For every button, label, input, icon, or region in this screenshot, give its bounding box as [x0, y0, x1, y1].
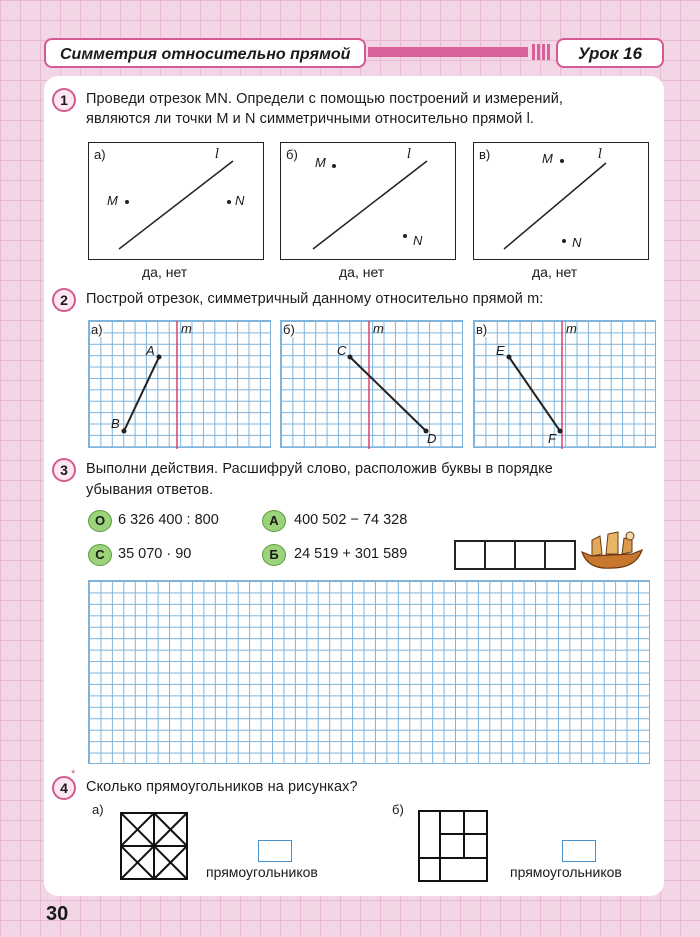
task-3-number: 3 — [52, 458, 76, 482]
letter-badge-s: С — [88, 544, 112, 566]
point-n-label: N — [235, 193, 245, 208]
frame-tag: в) — [479, 147, 491, 162]
point-a-label: A — [146, 343, 155, 358]
header-decoration-stripes — [532, 44, 552, 60]
task-1-text-line2: являются ли точки M и N симметричными относительно прямой l. — [86, 111, 535, 127]
task-4-tag-a: а) — [92, 802, 104, 817]
answer-box-a[interactable] — [258, 840, 292, 862]
exercise-panel — [44, 76, 664, 896]
task-2-grid-c[interactable] — [473, 320, 656, 448]
task-1-answer-c[interactable]: да, нет — [532, 264, 578, 280]
point-c-label: C — [337, 343, 347, 358]
axis-m-label: m — [566, 321, 577, 336]
line-l-label: l — [407, 147, 412, 162]
task-1-frame-b[interactable] — [280, 142, 456, 260]
line-l — [474, 143, 648, 259]
grid-tag: а) — [91, 322, 103, 337]
section-title: Симметрия относительно прямой — [44, 38, 366, 68]
point-e-label: E — [496, 343, 505, 358]
axis-m-label: m — [373, 321, 384, 336]
grid-tag: б) — [283, 322, 295, 337]
task-3-text-line1: Выполни действия. Расшифруй слово, расположив буквы в порядке — [86, 461, 553, 477]
answer-word-cells[interactable] — [456, 540, 576, 570]
answer-cell[interactable] — [544, 540, 576, 570]
figure-a — [120, 812, 188, 880]
lesson-label: Урок 16 — [556, 38, 664, 68]
point-b-label: B — [111, 416, 120, 431]
line-l — [281, 143, 455, 259]
answer-cell[interactable] — [514, 540, 546, 570]
frame-tag: а) — [94, 147, 106, 162]
task-1-frame-c[interactable] — [473, 142, 649, 260]
answer-label-a: прямоугольников — [206, 864, 318, 880]
letter-badge-b: Б — [262, 544, 286, 566]
task-1-number: 1 — [52, 88, 76, 112]
task-1-frame-a[interactable] — [88, 142, 264, 260]
point-f-label: F — [548, 431, 556, 446]
answer-box-b[interactable] — [562, 840, 596, 862]
task-2-grid-b[interactable] — [280, 320, 463, 448]
task-2-number: 2 — [52, 288, 76, 312]
task-2-grid-a[interactable] — [88, 320, 271, 448]
boat-picture — [578, 526, 646, 572]
expression-s: 35 070 · 90 — [118, 546, 192, 562]
answer-cell[interactable] — [454, 540, 486, 570]
point-m-label: M — [542, 151, 553, 166]
figure-b — [418, 810, 488, 882]
page-number: 30 — [46, 903, 69, 925]
point-n-label: N — [572, 235, 582, 250]
expression-o: 6 326 400 : 800 — [118, 512, 219, 528]
task-1-text-line1: Проведи отрезок MN. Определи с помощью построений и измерений, — [86, 91, 564, 107]
difficulty-star: * — [71, 768, 76, 780]
segment-ef — [474, 321, 657, 449]
point-m-label: M — [315, 155, 326, 170]
point-n-label: N — [413, 233, 423, 248]
expression-a: 400 502 − 74 328 — [294, 512, 408, 528]
point-d-label: D — [427, 431, 437, 446]
task-4-number: 4 — [52, 776, 76, 800]
task-4-text: Сколько прямоугольников на рисунках? — [86, 779, 358, 795]
task-4-tag-b: б) — [392, 802, 404, 817]
header — [44, 38, 664, 70]
letter-badge-o: О — [88, 510, 112, 532]
answer-label-b: прямоугольников — [510, 864, 622, 880]
task-3-text-line2: убывания ответов. — [86, 482, 214, 498]
grid-tag: в) — [476, 322, 488, 337]
letter-badge-a: А — [262, 510, 286, 532]
segment-cd — [281, 321, 464, 449]
task-2-text: Построй отрезок, симметричный данному относительно прямой m: — [86, 291, 544, 307]
axis-m-label: m — [181, 321, 192, 336]
point-m-label: M — [107, 193, 118, 208]
frame-tag: б) — [286, 147, 298, 162]
header-decoration-bar — [368, 47, 528, 57]
task-1-answer-b[interactable]: да, нет — [339, 264, 385, 280]
task-1-answer-a[interactable]: да, нет — [142, 264, 188, 280]
expression-b: 24 519 + 301 589 — [294, 546, 408, 562]
answer-cell[interactable] — [484, 540, 516, 570]
calculation-grid[interactable] — [88, 580, 650, 764]
line-l-label: l — [598, 147, 603, 162]
line-l-label: l — [215, 147, 220, 162]
